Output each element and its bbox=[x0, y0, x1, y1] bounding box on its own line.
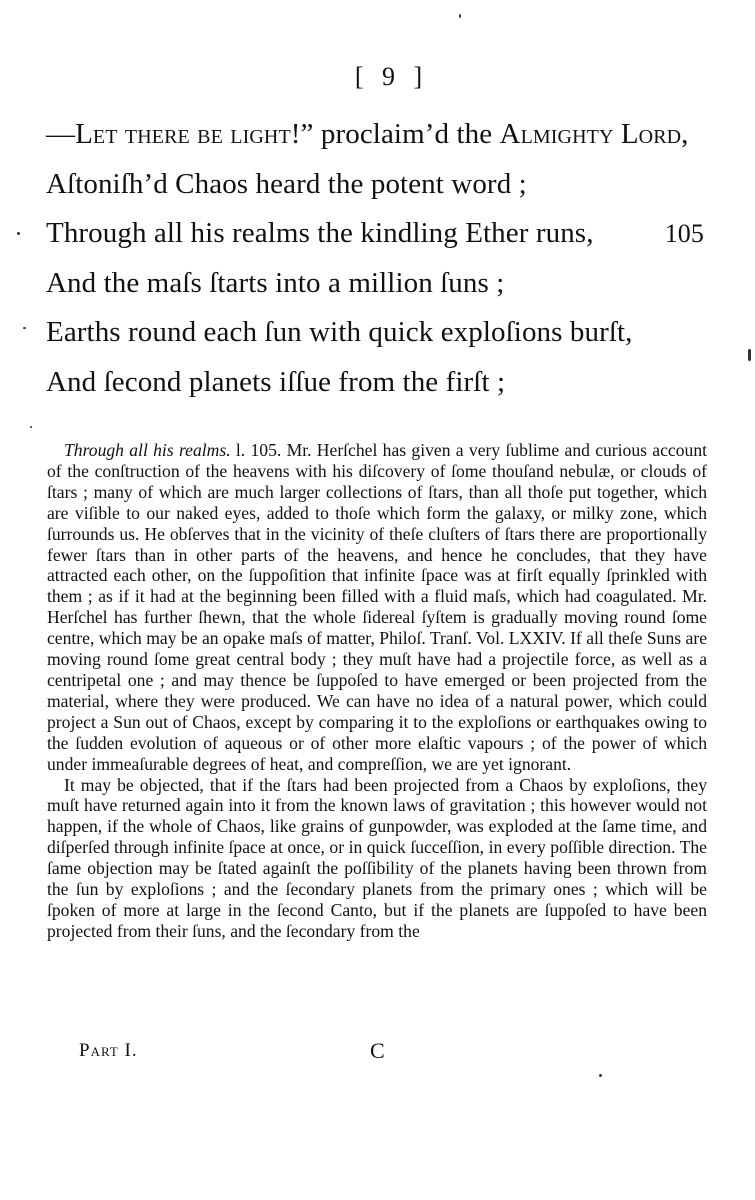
footnote-paragraph-1 bbox=[47, 440, 707, 775]
ink-speck bbox=[459, 14, 461, 18]
verse-text: Through all his realms the kindling Ether runs, bbox=[46, 217, 594, 249]
verse-text: proclaim’d the bbox=[313, 118, 500, 150]
verse-line-1 bbox=[46, 110, 746, 160]
verse-smallcaps-lord: Almighty Lord, bbox=[499, 118, 689, 150]
verse-line-3 bbox=[46, 209, 746, 259]
footnote-paragraph-2: It may be objected, that if the ſtars had been projected from a Chaos by exploſions, they muſt have returned again into it from the known laws of gravitation ; this however would not happen, if the whole of Chaos, like grains of gunpowder, was exploded at the ſame time, and diſperſed through infinite ſpace at once, or in quick ſucceſſion, in every poſſible direction. The ſame objection may be ſtated againſt the poſſibility of the planets having been thrown from the ſun by exploſions ; and the ſecondary planets from the primary ones ; which will be ſpoken of more at large in the ſecond Canto, but if the planets are ſuppoſed to have been projected from their ſuns, and the ſecondary from the bbox=[47, 774, 707, 941]
ink-speck bbox=[748, 349, 751, 361]
signature-mark: C bbox=[370, 1038, 385, 1063]
ink-speck bbox=[17, 232, 20, 235]
ink-speck bbox=[30, 426, 32, 428]
verse-line-5: Earths round each ſun with quick exploſions burſt, bbox=[46, 316, 633, 348]
verse-quote-mark: ” bbox=[300, 118, 314, 150]
line-number: 105 bbox=[664, 219, 704, 248]
bleed-through-mark bbox=[730, 130, 755, 152]
part-label: Part I. bbox=[79, 1040, 138, 1061]
verse-line-4: And the maſs ſtarts into a million ſuns ; bbox=[46, 266, 505, 299]
ink-speck bbox=[23, 327, 26, 329]
page-number: [ 9 ] bbox=[354, 62, 429, 91]
footnote-block bbox=[47, 440, 707, 942]
verse-smallcaps-phrase: —Let there be light! bbox=[46, 118, 301, 150]
poem-stanza bbox=[46, 110, 746, 407]
ink-speck bbox=[599, 1074, 602, 1077]
verse-line-6: And ſecond planets iſſue from the firſt ; bbox=[46, 365, 506, 398]
footnote-lead: Through all his realms. bbox=[64, 440, 231, 460]
footnote-text: l. 105. Mr. Herſchel has given a very ſublime and curious account of the conſtruction of the heavens with his diſcovery of ſome thouſand nebulæ, or clouds of ſtars ; many of which are much larger collections of ſtars, than all thoſe put together, which are viſible to our naked eyes, added to thoſe which form the galaxy, or milky zone, which ſurrounds us. He obſerves that in the vicinity of theſe cluſters of ſtars there are proportionally fewer ſtars than in other parts of the heavens, and hence he concludes, that they have attracted each other, on the ſuppoſition that infinite ſpace was at firſt equally ſprinkled with them ; as if it had at the beginning been filled with a fluid maſs, which had coagulated. Mr. Herſchel has further ſhewn, that the whole ſidereal ſyſtem is gradually moving round ſome centre, which may be an opake maſs of matter, Philoſ. Tranſ. Vol. LXXIV. If all theſe Suns are moving round ſome great central body ; they muſt have had a projectile force, as well as a centripetal one ; and may thence be ſuppoſed to have emerged or been projected from the material, where they were produced. We can have no idea of a natural power, which could project a Sun out of Chaos, except by comparing it to the exploſions or earthquakes owing to the ſudden evolution of aqueous or of other more elaſtic vapours ; of the power of which under immeaſurable degrees of heat, and compreſſion, we are yet ignorant. bbox=[47, 440, 707, 774]
verse-line-2: Aſtoniſh’d Chaos heard the potent word ; bbox=[46, 167, 527, 200]
